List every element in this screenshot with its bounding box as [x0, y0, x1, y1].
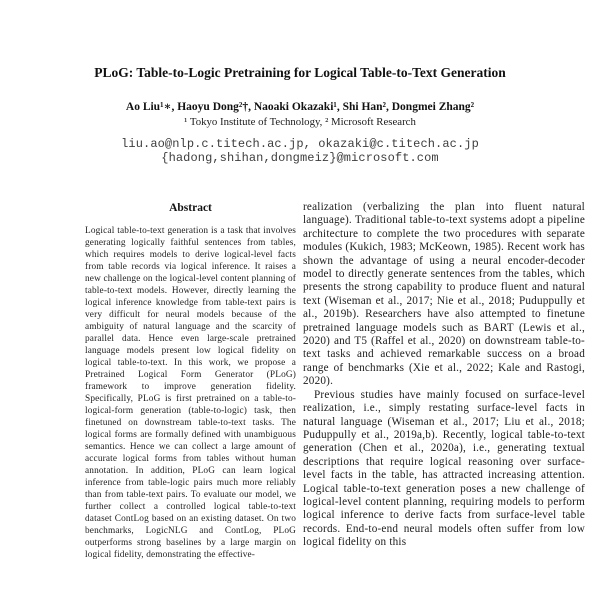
intro-paragraph-2: Previous studies have mainly focused on surface-level realization, i.e., simply restating surface-level facts in natural language (Wiseman et al., 2017; Liu et al., 2018; Puduppully et al., 2019a,b). Recently, logical table-to-text generation (Chen et al., 2020a), i.e., generating textual descriptions that require logical reasoning over surface-level facts in the table, has attracted increasing attention. Logical table-to-text generation poses a new challenge of logical-level content planning, requiring models to perform logical inference to derive facts from surface-level table records. End-to-end neural models often suffer from low logical fidelity on this — [303, 388, 585, 549]
abstract-body: Logical table-to-text generation is a task that involves generating logically faithful sentences from tables, which requires models to derive logical-level facts from table records via logical inference. It raises a new challenge on the logical-level content planning of table-to-text models. However, directly learning the logical inference knowledge from table-text pairs is very difficult for neural models because of the ambiguity of natural language and the scarcity of parallel data. Hence even large-scale pretrained language models present low logical fidelity on logical table-to-text. In this work, we propose a Pretrained Logical Form Generator (PLoG) framework to improve generation fidelity. Specifically, PLoG is first pretrained on a table-to-logical-form generation (table-to-logic) task, then finetuned on downstream table-to-text tasks. The logical forms are formally defined with unambiguous semantics. Hence we can collect a large amount of accurate logical forms from tables without human annotation. In addition, PLoG can learn logical inference from table-logic pairs much more reliably than from table-text pairs. To evaluate our model, we further collect a controlled logical table-to-text dataset ContLog based on an existing dataset. On two benchmarks, LogicNLG and ContLog, PLoG outperforms strong baselines by a large margin on logical fidelity, demonstrating the effective- — [85, 226, 296, 560]
email-line-1: liu.ao@nlp.c.titech.ac.jp, okazaki@c.titech.ac.jp — [121, 137, 479, 151]
affiliation-line: ¹ Tokyo Institute of Technology, ² Microsoft Research — [184, 116, 416, 128]
intro-paragraph-1: realization (verbalizing the plan into fluent natural language). Traditional table-to-text systems adopt a pipeline architecture to complete the two procedures with separate modules (Kukich, 1983; McKeown, 1985). Recent work has shown the advantage of using a neural encoder-decoder model to directly generate sentences from the tables, which presents the strong capability to produce fluent and natural text (Wiseman et al., 2017; Nie et al., 2018; Puduppully et al., 2019b). Researchers have also attempted to finetune pretrained language models such as BART (Lewis et al., 2020) and T5 (Raffel et al., 2020) on downstream table-to-text tasks and achieved remarkable success on a broad range of benchmarks (Xie et al., 2022; Kale and Rastogi, 2020). — [303, 201, 585, 388]
author-line: Ao Liu¹∗, Haoyu Dong²†, Naoaki Okazaki¹, Shi Han², Dongmei Zhang² — [125, 101, 475, 113]
intro-column — [303, 201, 585, 550]
paper-header — [0, 0, 600, 165]
paper-title: PLoG: Table-to-Logic Pretraining for Logical Table-to-Text Generation — [94, 65, 506, 80]
abstract-section — [85, 202, 296, 561]
email-line-2: {hadong,shihan,dongmeiz}@microsoft.com — [161, 150, 439, 165]
abstract-heading: Abstract — [169, 202, 212, 214]
